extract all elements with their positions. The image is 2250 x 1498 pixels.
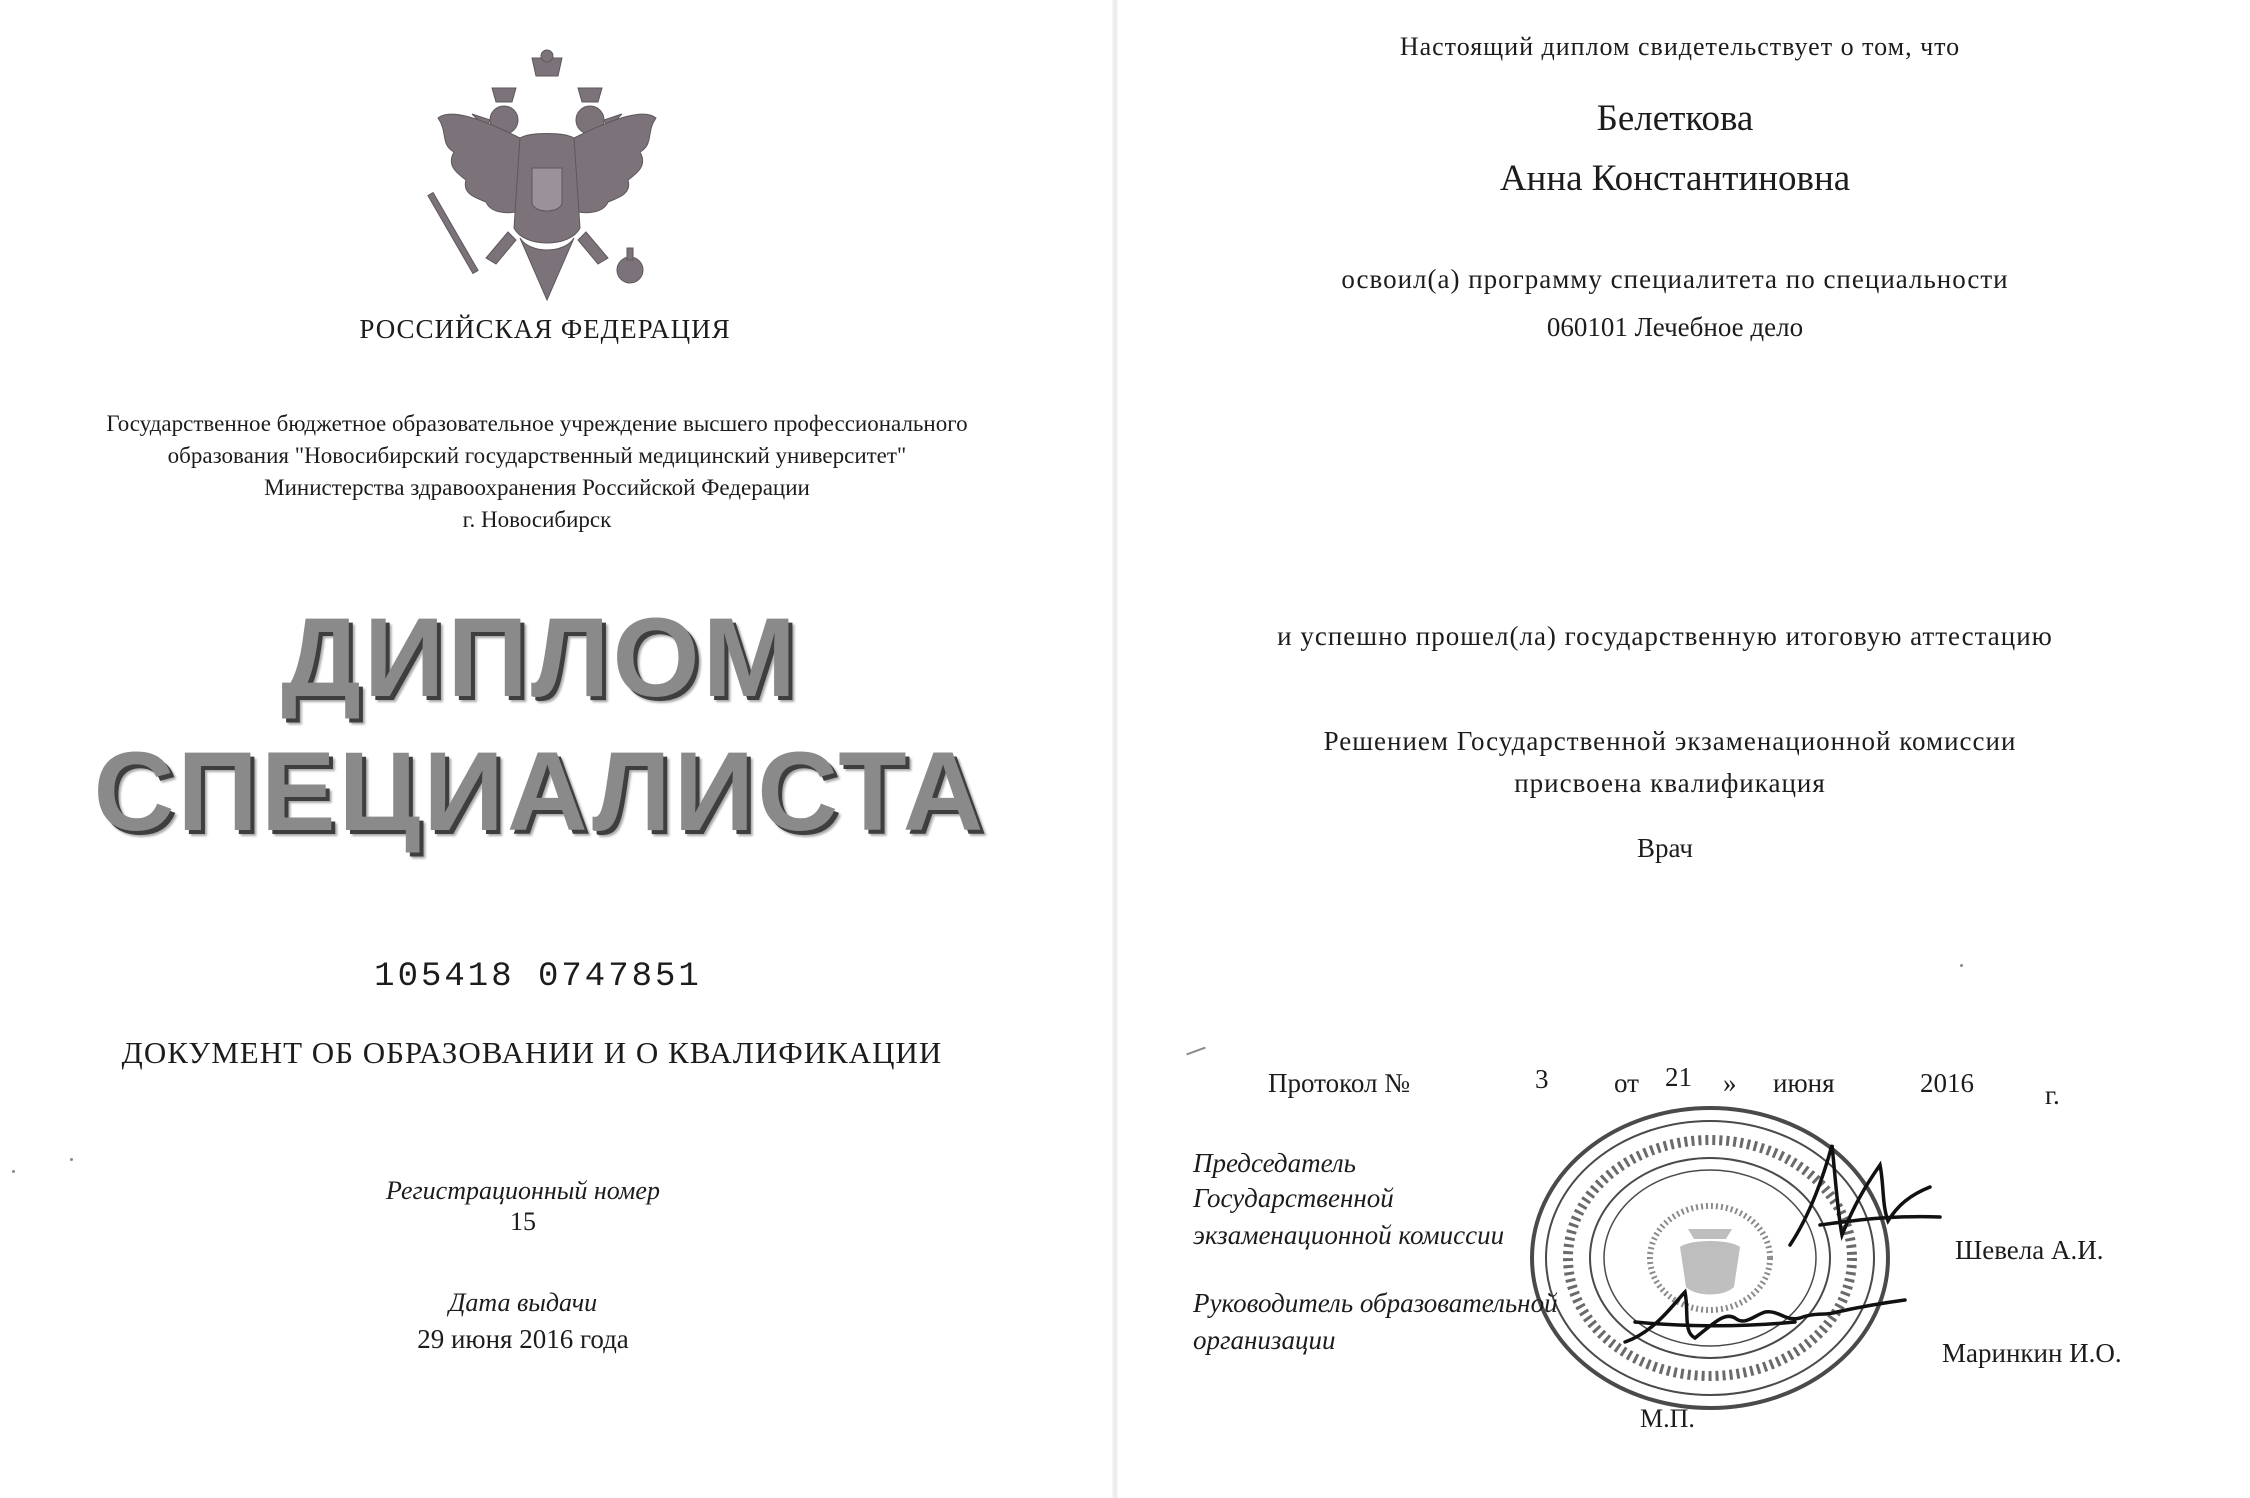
chair-title-line-2: Государственной xyxy=(1193,1183,1394,1213)
head-name: Маринкин И.О. xyxy=(1942,1338,2122,1368)
protocol-year-suffix: г. xyxy=(2045,1080,2060,1110)
registration-number: 15 xyxy=(510,1207,536,1236)
protocol-year: 2016 xyxy=(1920,1068,1974,1098)
protocol-label: Протокол № xyxy=(1268,1068,1410,1098)
registration-label: Регистрационный номер xyxy=(386,1176,660,1205)
graduate-surname: Белеткова xyxy=(1596,98,1754,139)
chair-title-line-3: экзаменационной комиссии xyxy=(1193,1220,1505,1250)
protocol-quote: » xyxy=(1723,1068,1737,1098)
program-text: освоил(а) программу специалитета по специальности xyxy=(1341,264,2009,294)
serial-number: 105418 0747851 xyxy=(374,958,702,996)
country-name: РОССИЙСКАЯ ФЕДЕРАЦИЯ xyxy=(359,314,731,344)
double-headed-eagle-icon xyxy=(420,48,675,308)
institution-city: г. Новосибирск xyxy=(462,507,612,532)
intro-text: Настоящий диплом свидетельствует о том, что xyxy=(1399,32,1961,61)
signature-icon xyxy=(1780,1125,1950,1260)
chair-title-line-1: Председатель xyxy=(1193,1148,1356,1178)
document-type: ДОКУМЕНТ ОБ ОБРАЗОВАНИИ И О КВАЛИФИКАЦИИ xyxy=(121,1035,943,1070)
diploma-cover-page xyxy=(0,0,1115,1498)
graduate-given-names: Анна Константиновна xyxy=(1499,158,1851,199)
head-title-line-1: Руководитель образовательной xyxy=(1193,1288,1558,1318)
institution-line-3: Министерства здравоохранения Российской Федерации xyxy=(264,475,810,500)
seal-place-mark: М.П. xyxy=(1640,1404,1695,1433)
protocol-month: июня xyxy=(1773,1068,1835,1098)
chair-name: Шевела А.И. xyxy=(1955,1235,2104,1265)
institution-line-2: образования "Новосибирский государственный медицинский университет" xyxy=(167,443,907,468)
qualification: Врач xyxy=(1637,833,1693,863)
protocol-number: 3 xyxy=(1535,1064,1549,1094)
diploma-title-line-2: СПЕЦИАЛИСТА xyxy=(93,729,987,854)
signature-icon xyxy=(1615,1282,1915,1362)
issue-date: 29 июня 2016 года xyxy=(417,1324,629,1354)
issue-date-label: Дата выдачи xyxy=(448,1288,598,1317)
decision-line-1: Решением Государственной экзаменационной комиссии xyxy=(1323,726,2017,756)
scan-speck xyxy=(70,1158,73,1161)
attestation-text: и успешно прошел(ла) государственную итоговую аттестацию xyxy=(1277,621,2053,651)
scan-speck xyxy=(12,1170,15,1173)
specialty: 060101 Лечебное дело xyxy=(1546,312,1804,342)
institution-line-1: Государственное бюджетное образовательное учреждение высшего профессионального xyxy=(106,411,968,436)
protocol-from: от xyxy=(1614,1068,1639,1098)
protocol-day: 21 xyxy=(1665,1062,1692,1092)
head-title-line-2: организации xyxy=(1193,1325,1336,1355)
scan-speck xyxy=(1960,964,1963,967)
diploma-title-line-1: ДИПЛОМ xyxy=(281,595,799,720)
decision-line-2: присвоена квалификация xyxy=(1514,768,1826,798)
